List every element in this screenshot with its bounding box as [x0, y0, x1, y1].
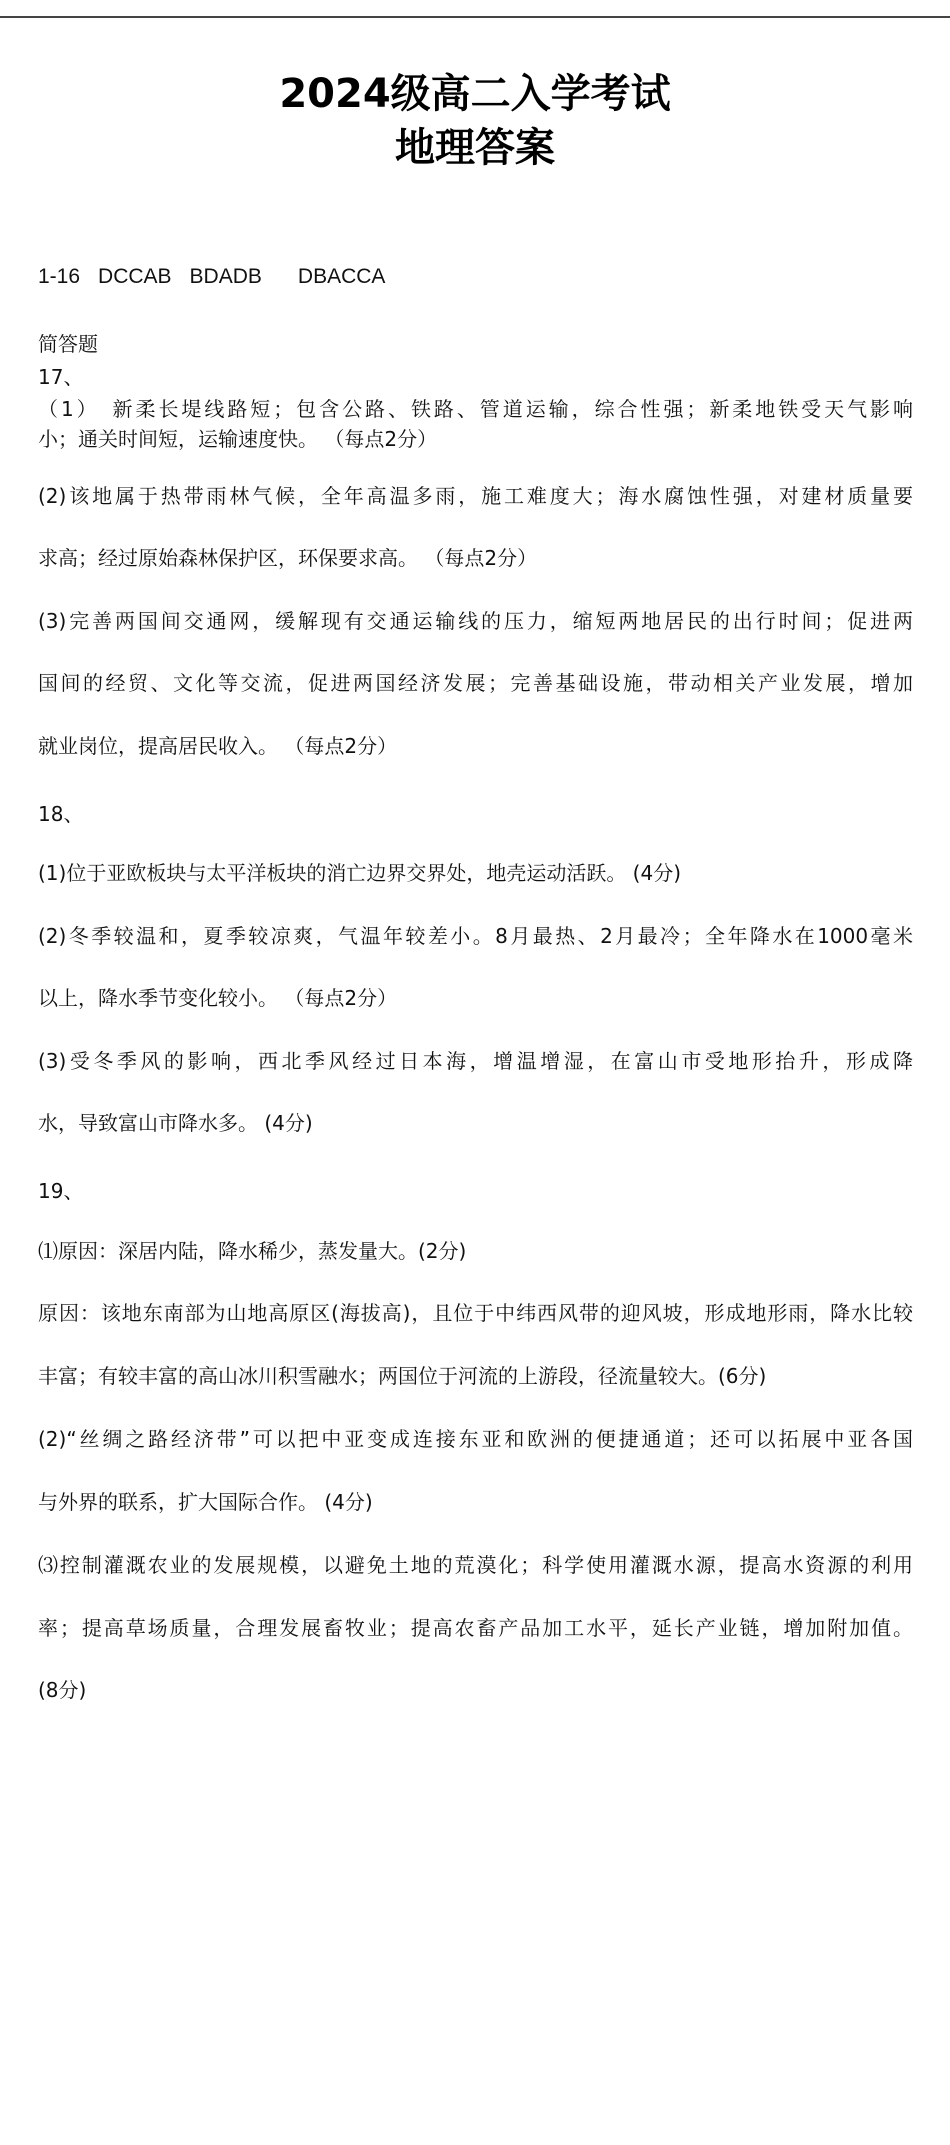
q18-part2-line1: (2)冬季较温和，夏季较凉爽，气温年较差小。8月最热、2月最冷；全年降水在1000毫米 [38, 924, 913, 948]
mc-label: 1-16 [38, 265, 81, 288]
mc-group-2: BDADB [189, 265, 262, 288]
q19-part1b-line1: 原因：该地东南部为山地高原区(海拔高)，且位于中纬西风带的迎风坡，形成地形雨，降水比较 [38, 1301, 913, 1325]
multiple-choice-answers [38, 262, 913, 292]
mc-group-3: DBACCA [297, 265, 386, 288]
q17-part2-line2: 求高；经过原始森林保护区，环保要求高。 （每点2分） [38, 546, 538, 570]
q19-number: 19、 [38, 1179, 84, 1203]
q17-part1-line1: （1） 新柔长堤线路短；包含公路、铁路、管道运输，综合性强；新柔地铁受天气影响 [38, 397, 913, 421]
q17-part3-line2: 国间的经贸、文化等交流，促进两国经济发展；完善基础设施，带动相关产业发展，增加 [38, 671, 913, 695]
q17-part3-line3: 就业岗位，提高居民收入。 （每点2分） [38, 734, 398, 758]
q18-part3-line1: (3)受冬季风的影响，西北季风经过日本海，增温增湿，在富山市受地形抬升，形成降 [38, 1049, 913, 1073]
q17-part1-line2: 小；通关时间短，运输速度快。 （每点2分） [38, 427, 438, 451]
top-rule [0, 16, 950, 18]
section-title: 简答题 [38, 332, 98, 356]
q17-part2-line1: (2)该地属于热带雨林气候，全年高温多雨，施工难度大；海水腐蚀性强，对建材质量要 [38, 484, 913, 508]
page-title: 2024级高二入学考试 [279, 71, 671, 117]
q19-part2-line2: 与外界的联系，扩大国际合作。 (4分) [38, 1490, 373, 1514]
q19-part3-line3: (8分) [38, 1678, 87, 1702]
q19-part3-line2: 率；提高草场质量，合理发展畜牧业；提高农畜产品加工水平，延长产业链，增加附加值。 [38, 1616, 913, 1640]
q19-part1-line1: ⑴原因：深居内陆，降水稀少，蒸发量大。(2分) [38, 1239, 467, 1263]
q19-part1b-line2: 丰富；有较丰富的高山冰川积雪融水；两国位于河流的上游段，径流量较大。(6分) [38, 1364, 767, 1388]
q17-part3-line1: (3)完善两国间交通网，缓解现有交通运输线的压力，缩短两地居民的出行时间；促进两 [38, 609, 913, 633]
mc-group-1: DCCAB [98, 265, 172, 288]
q17-number: 17、 [38, 365, 84, 389]
q18-part2-line2: 以上，降水季节变化较小。 （每点2分） [38, 986, 398, 1010]
q18-number: 18、 [38, 802, 84, 826]
q19-part3-line1: ⑶控制灌溉农业的发展规模，以避免土地的荒漠化；科学使用灌溉水源，提高水资源的利用 [38, 1553, 913, 1577]
q18-part3-line2: 水，导致富山市降水多。 (4分) [38, 1111, 313, 1135]
page-subtitle: 地理答案 [395, 125, 555, 171]
q18-part1-line1: (1)位于亚欧板块与太平洋板块的消亡边界交界处，地壳运动活跃。 (4分) [38, 861, 682, 885]
q19-part2-line1: (2)“丝绸之路经济带”可以把中亚变成连接东亚和欧洲的便捷通道；还可以拓展中亚各国 [38, 1427, 913, 1451]
